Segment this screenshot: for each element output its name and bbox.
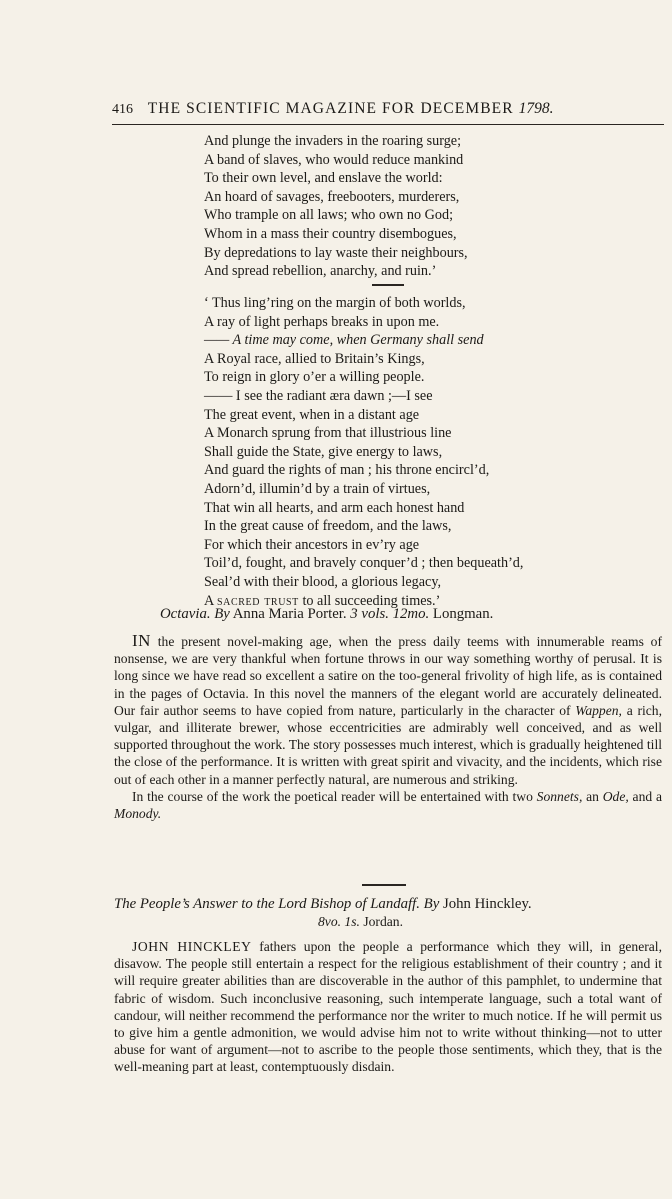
review-body-octavia <box>114 632 662 822</box>
verse-line: And guard the rights of man ; his throne encircl’d, <box>204 462 490 479</box>
verse-line: Adorn’d, illumin’d by a train of virtues, <box>204 480 431 497</box>
running-title: THE SCIENTIFIC MAGAZINE FOR DECEMBER <box>147 100 514 117</box>
review-body-peoples-answer <box>114 938 662 1076</box>
poem-stanza-1 <box>204 132 468 281</box>
verse-line: For which their ancestors in ev’ry age <box>204 536 420 553</box>
drop-capital: IN <box>132 631 151 650</box>
verse-line: A ray of light perhaps breaks in upon me. <box>204 313 440 330</box>
verse-line: A band of slaves, who would reduce mankind <box>204 151 464 168</box>
italic-term: Ode, <box>602 788 629 804</box>
edition-details: 8vo. 1s. <box>318 914 360 929</box>
italic-term: Sonnets, <box>536 788 583 804</box>
author-name: John Hinckley. <box>442 896 532 912</box>
author-caps: JOHN HINCKLEY <box>132 939 252 954</box>
verse-line: That win all hearts, and arm each honest hand <box>204 499 465 516</box>
verse-line: And spread rebellion, anarchy, and ruin.’ <box>204 263 437 280</box>
sacred-trust-smallcaps: sacred trust <box>217 592 299 609</box>
verse-line: Toil’d, fought, and bravely conquer’d ; then bequeath’d, <box>204 555 524 572</box>
verse-line: And plunge the invaders in the roaring surge; <box>204 133 462 149</box>
verse-line: The great event, when in a distant age <box>204 406 420 423</box>
stanza-divider <box>372 284 404 286</box>
character-name: Wappen, <box>575 702 622 718</box>
verse-line: In the great cause of freedom, and the laws, <box>204 518 452 535</box>
title-italic: The People’s Answer to the Lord Bishop of Landaff. By <box>114 896 440 912</box>
verse-line: Who trample on all laws; who own no God; <box>204 207 454 224</box>
header-rule <box>112 124 664 125</box>
review-paragraph <box>114 788 662 822</box>
verse-fragment: to all succeeding times.’ <box>298 592 441 609</box>
verse-line: A Monarch sprung from that illustrious line <box>204 425 452 442</box>
verse-fragment: A <box>204 592 218 609</box>
verse-line: To their own level, and enslave the world: <box>204 170 443 187</box>
verse-line: —— A time may come, when Germany shall send <box>204 332 484 349</box>
title-italic: Octavia. By <box>160 606 230 622</box>
verse-line: An hoard of savages, freebooters, murderers, <box>204 188 460 205</box>
verse-line: ‘ Thus ling’ring on the margin of both worlds, <box>204 295 466 311</box>
header-year: 1798. <box>518 100 554 117</box>
verse-line: A Royal race, allied to Britain’s Kings, <box>204 350 425 367</box>
running-header <box>112 100 668 118</box>
verse-line: Whom in a mass their country disembogues, <box>204 225 457 242</box>
edition-details: 3 vols. 12mo. <box>350 606 430 622</box>
author-name: Anna Maria Porter. <box>232 606 347 622</box>
review-title-peoples-answer <box>114 896 662 913</box>
text-run: the present novel-making age, when the press daily teems with innumerable reams of nonsense, we are very thankful when fortune throws in our way something worthy of perusal. It is long since we have read so excellent a satire on the too-general frivolity of high life, as is contained in the pages of Octavia. In this novel the manners of the elegant world are accurately delineated. Our fair author seems to have copied from nature, particularly in the character of <box>114 634 662 718</box>
publisher-name: Jordan. <box>363 914 403 929</box>
poem-stanza-2 <box>204 294 523 610</box>
text-run: and a <box>628 788 662 804</box>
verse-line: By depredations to lay waste their neighbours, <box>204 244 468 261</box>
text-run: an <box>582 788 603 804</box>
review-paragraph <box>114 938 662 1076</box>
publisher-name: Longman. <box>432 606 494 622</box>
text-run: In the course of the work the poetical reader will be entertained with two <box>132 788 537 804</box>
verse-line: Shall guide the State, give energy to laws, <box>204 443 443 460</box>
verse-line: —— I see the radiant æra dawn ;—I see <box>204 387 433 404</box>
text-run: fathers upon the people a performance which they will, in general, disavow. The people still entertain a respect for the religious establishment of their country ; and it will require greater abilities than are discoverable in the author of this pamphlet, to undermine that fabric of wisdom. Such inconclusive reasoning, such intemperate language, such a total want of candour, will neither recommend the performance nor the writer to much notice. If he will permit us to give him a gentle admonition, we would advise him not to write without thinking—not to utter abuse for want of argument—not to ascribe to the people those sentiments, which they, that is the well-meaning part at least, contemptuously disdain. <box>114 939 662 1075</box>
section-divider <box>362 884 406 886</box>
italic-term: Monody. <box>114 806 162 822</box>
text-run: a rich, vulgar, and illiterate brewer, whose eccentricities are admirably well conceived, and as well supported throughout the work. The story possesses much interest, which is gradually heightened till the close of the performance. It is written with great spirit and vivacity, and the incidents, which rise out of each other in a manner perfectly natural, are numerous and striking. <box>114 702 662 787</box>
page-number: 416 <box>112 102 133 117</box>
review-title-octavia <box>160 606 493 623</box>
review-imprint <box>318 914 403 930</box>
verse-line: To reign in glory o’er a willing people. <box>204 369 425 386</box>
review-paragraph <box>114 632 662 788</box>
verse-line: Seal’d with their blood, a glorious legacy, <box>204 573 442 590</box>
